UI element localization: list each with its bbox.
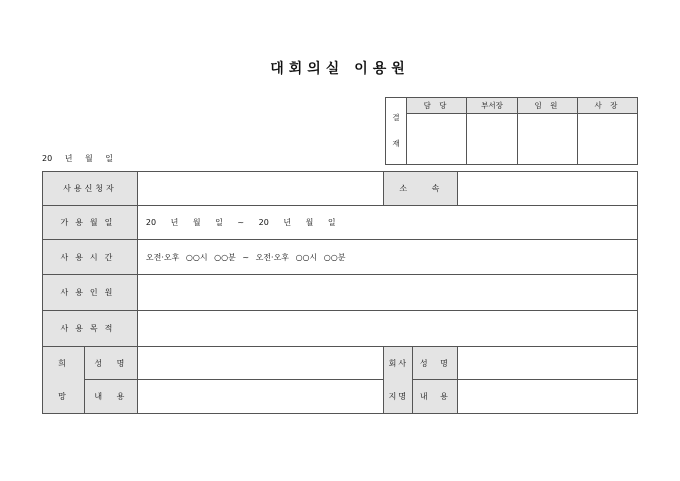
affiliation-label: 소 속 xyxy=(384,172,458,206)
company-content-field[interactable] xyxy=(458,380,638,414)
period-label: 가용월일 xyxy=(43,206,138,240)
request-content-field[interactable] xyxy=(137,380,384,414)
company-label: 회사 지명 xyxy=(384,347,413,414)
attendees-field[interactable] xyxy=(137,275,637,311)
company-content-label: 내 용 xyxy=(413,380,458,414)
affiliation-field[interactable] xyxy=(458,172,638,206)
company-name-field[interactable] xyxy=(458,347,638,380)
approval-header-dept-head: 부서장 xyxy=(467,98,518,114)
date-line: 20 년 월 일 xyxy=(42,154,113,163)
request-label: 희 망 xyxy=(43,347,85,414)
request-name-field[interactable] xyxy=(137,347,384,380)
purpose-label: 사용목적 xyxy=(43,311,138,347)
request-content-label: 내 용 xyxy=(84,380,137,414)
usage-time-label: 사용시간 xyxy=(43,240,138,275)
approval-header-manager: 담 당 xyxy=(407,98,467,114)
purpose-field[interactable] xyxy=(137,311,637,347)
approval-side-label: 결 재 xyxy=(386,98,407,165)
attendees-label: 사용인원 xyxy=(43,275,138,311)
usage-time-field[interactable]: 오전·오후 ○○시 ○○분 ~ 오전·오후 ○○시 ○○분 xyxy=(137,240,637,275)
document-title: 대회의실 이용원 xyxy=(270,61,410,77)
approval-table xyxy=(385,97,638,165)
period-field[interactable]: 20 년 월 일 ~ 20 년 월 일 xyxy=(137,206,637,240)
applicant-label: 사용신청자 xyxy=(43,172,138,206)
approval-sign-manager[interactable] xyxy=(407,114,467,165)
company-name-label: 성 명 xyxy=(413,347,458,380)
application-form-table xyxy=(42,171,638,414)
approval-header-president: 사 장 xyxy=(577,98,637,114)
approval-sign-dept-head[interactable] xyxy=(467,114,518,165)
request-name-label: 성 명 xyxy=(84,347,137,380)
approval-header-executive: 임 원 xyxy=(517,98,577,114)
approval-sign-executive[interactable] xyxy=(517,114,577,165)
approval-sign-president[interactable] xyxy=(577,114,637,165)
applicant-field[interactable] xyxy=(137,172,384,206)
